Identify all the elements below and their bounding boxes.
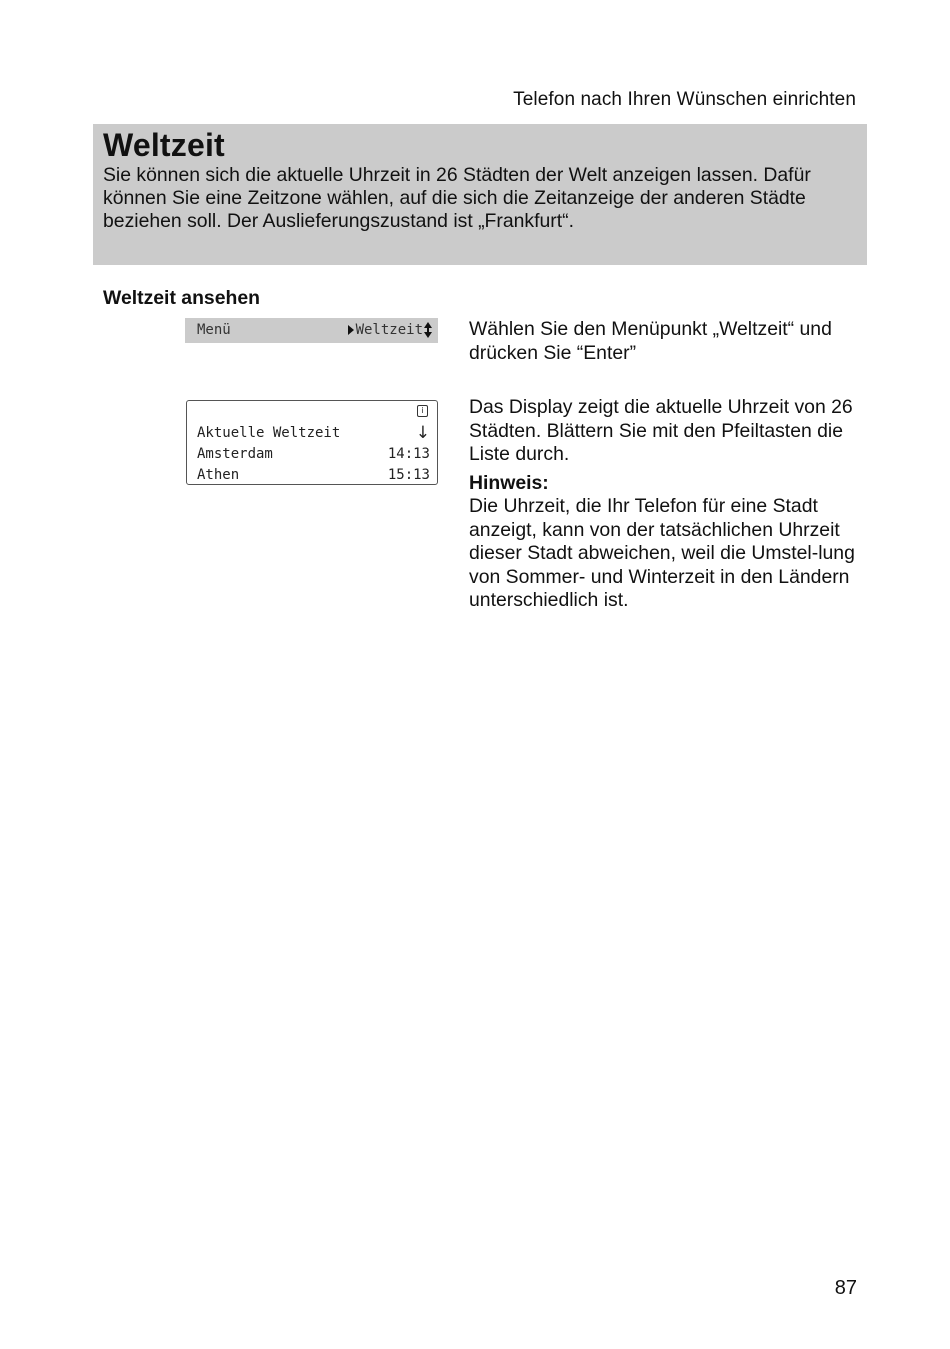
- arrow-down-icon: ↓: [415, 423, 430, 443]
- hint-text: Die Uhrzeit, die Ihr Telefon für eine Stadt anzeigt, kann von der tatsächlichen Uhrzeit dieser Stadt abweichen, weil die Umstel-lung von Sommer- und Winterzeit in den Ländern unterschiedlich ist.: [469, 495, 855, 611]
- city-time: 14:13: [387, 446, 430, 462]
- city-name: Athen: [197, 467, 240, 483]
- instruction-step-2: Das Display zeigt die aktuelle Uhrzeit von 26 Städten. Blättern Sie mit den Pfeiltasten die Liste durch.: [469, 396, 853, 465]
- instruction-step-1: Wählen Sie den Menüpunkt „Weltzeit“ und drücken Sie “Enter”: [469, 318, 832, 364]
- list-item: [197, 465, 430, 485]
- menu-item-label: Weltzeit: [355, 322, 423, 338]
- city-time: 15:13: [387, 467, 430, 483]
- banner-intro: Sie können sich die aktuelle Uhrzeit in 26 Städten der Welt anzeigen lassen. Dafür können Sie eine Zeitzone wählen, auf die sich die Zeitanzeige der anderen Städte beziehen soll. Der Auslieferungszustand ist „Frankfurt“.: [103, 164, 811, 232]
- city-name: Amsterdam: [197, 446, 273, 462]
- display-title: Aktuelle Weltzeit: [197, 425, 341, 441]
- hint-label: Hinweis:: [469, 472, 549, 494]
- display-title-row: [197, 423, 430, 443]
- info-icon: i: [417, 405, 428, 417]
- page-title: Weltzeit: [103, 127, 225, 163]
- running-header: Telefon nach Ihren Wünschen einrichten: [513, 89, 856, 110]
- list-item: [197, 444, 430, 464]
- page-number: 87: [834, 1277, 857, 1299]
- menu-selection: [348, 322, 432, 338]
- section-banner: [93, 124, 867, 265]
- section-heading: Weltzeit ansehen: [103, 287, 260, 309]
- menu-label: Menü: [197, 322, 231, 338]
- menu-display: [185, 318, 438, 343]
- up-down-arrow-icon: [424, 322, 432, 338]
- world-time-display: [186, 400, 438, 485]
- triangle-right-icon: [348, 325, 354, 335]
